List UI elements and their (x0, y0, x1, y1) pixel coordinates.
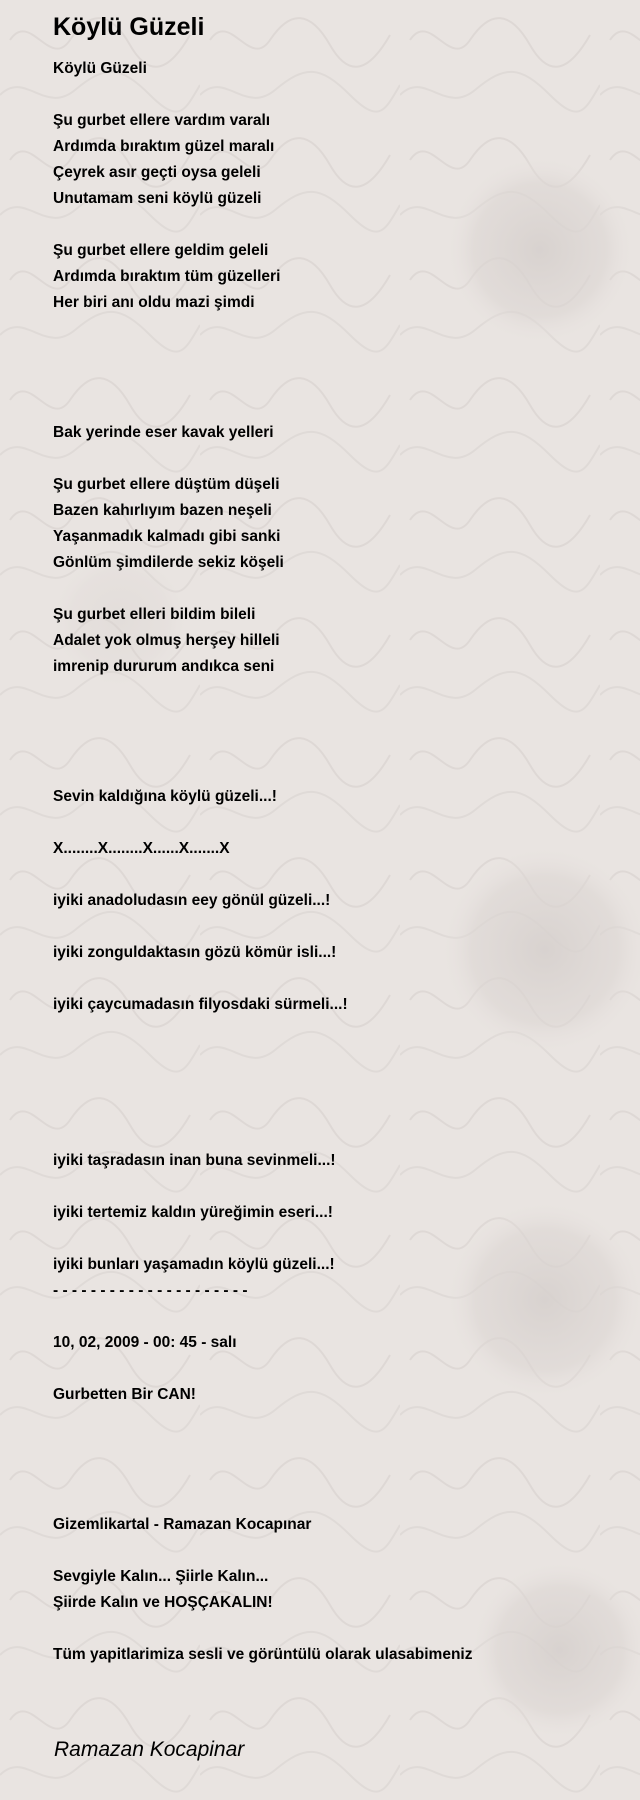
poem-line: Gönlüm şimdilerde sekiz köşeli (53, 554, 284, 571)
poem-line (53, 1486, 613, 1512)
poem-line: iyiki tertemiz kaldın yüreğimin eseri...! (53, 1204, 333, 1221)
poem-line (53, 316, 613, 342)
poem-line (53, 576, 613, 602)
poem-line (53, 758, 613, 784)
poem-line (53, 1460, 613, 1486)
poem-line: Ardımda bıraktım güzel maralı (53, 138, 275, 155)
poem-line: Köylü Güzeli (53, 60, 147, 77)
poem-line (53, 394, 613, 420)
poem-line: iyiki taşradasın inan buna sevinmeli...! (53, 1152, 336, 1169)
poem-line (53, 680, 613, 706)
poem-line (53, 82, 613, 108)
poem-line (53, 1538, 613, 1564)
poem-line (53, 446, 613, 472)
poem-line (53, 1096, 613, 1122)
poem-container (53, 10, 613, 1668)
poem-line (53, 1434, 613, 1460)
poem-line: Şu gurbet ellere düştüm düşeli (53, 476, 280, 493)
poem-line (53, 1408, 613, 1434)
poem-line: Çeyrek asır geçti oysa geleli (53, 164, 261, 181)
poem-line: Unutamam seni köylü güzeli (53, 190, 262, 207)
poem-line: Tüm yapitlarimiza sesli ve görüntülü olarak ulasabimeniz (53, 1646, 473, 1663)
author-signature: Ramazan Kocapinar (54, 1738, 245, 1761)
poem-line: 10, 02, 2009 - 00: 45 - salı (53, 1334, 237, 1351)
poem-line (53, 1070, 613, 1096)
poem-line (53, 732, 613, 758)
poem-line: X........X........X......X.......X (53, 840, 230, 857)
poem-line: Şu gurbet ellere geldim geleli (53, 242, 269, 259)
page-title: Köylü Güzeli (53, 13, 205, 41)
poem-line (53, 1018, 613, 1044)
poem-line: iyiki anadoludasın eey gönül güzeli...! (53, 892, 331, 909)
poem-line (53, 368, 613, 394)
poem-line (53, 810, 613, 836)
poem-body (53, 56, 613, 1668)
poem-line (53, 342, 613, 368)
poem-line: Sevgiyle Kalın... Şiirle Kalın... (53, 1568, 269, 1585)
poem-line: iyiki zonguldaktasın gözü kömür isli...! (53, 944, 337, 961)
poem-line (53, 1174, 613, 1200)
poem-line (53, 212, 613, 238)
poem-line: Ardımda bıraktım tüm güzelleri (53, 268, 281, 285)
poem-line (53, 862, 613, 888)
poem-line (53, 1616, 613, 1642)
poem-line: - - - - - - - - - - - - - - - - - - - - - (53, 1282, 248, 1299)
poem-line: Gurbetten Bir CAN! (53, 1386, 196, 1403)
poem-line: Adalet yok olmuş herşey hilleli (53, 632, 280, 649)
poem-line: imrenip dururum andıkca seni (53, 658, 275, 675)
poem-line: Şu gurbet elleri bildim bileli (53, 606, 256, 623)
poem-line (53, 706, 613, 732)
poem-line (53, 966, 613, 992)
poem-line (53, 1122, 613, 1148)
poem-line (53, 914, 613, 940)
poem-line (53, 1044, 613, 1070)
poem-line (53, 1304, 613, 1330)
poem-line: iyiki bunları yaşamadın köylü güzeli...! (53, 1256, 335, 1273)
poem-line: Şu gurbet ellere vardım varalı (53, 112, 271, 129)
poem-line (53, 1356, 613, 1382)
poem-line: Sevin kaldığına köylü güzeli...! (53, 788, 277, 805)
poem-line: Her biri anı oldu mazi şimdi (53, 294, 255, 311)
poem-line: Bak yerinde eser kavak yelleri (53, 424, 274, 441)
poem-line: Şiirde Kalın ve HOŞÇAKALIN! (53, 1594, 273, 1611)
poem-line: Yaşanmadık kalmadı gibi sanki (53, 528, 281, 545)
poem-line: Bazen kahırlıyım bazen neşeli (53, 502, 272, 519)
poem-line: iyiki çaycumadasın filyosdaki sürmeli...! (53, 996, 348, 1013)
poem-line (53, 1226, 613, 1252)
poem-line: Gizemlikartal - Ramazan Kocapınar (53, 1516, 312, 1533)
